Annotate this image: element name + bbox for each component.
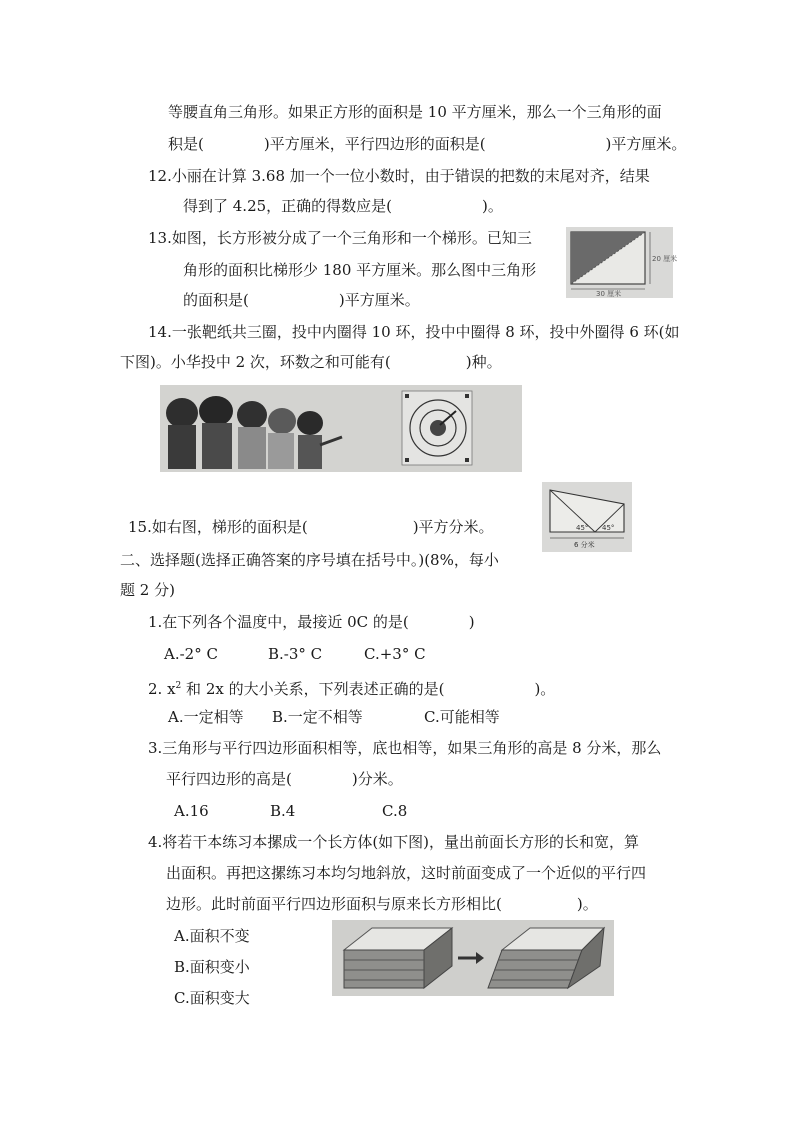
left-angle-label: 45° xyxy=(576,524,589,532)
choice1-stem: 1.在下列各个温度中，最接近 0C 的是( ) xyxy=(148,613,475,631)
choice4-option-c: C.面积变大 xyxy=(174,989,250,1007)
q14-line1: 14.一张靶纸共三圈，投中内圈得 10 环，投中中圈得 8 环，投中外圈得 6 环(如 xyxy=(148,323,680,341)
choice2-option-b: B.一定不相等 xyxy=(272,708,363,726)
choice3-line1: 3.三角形与平行四边形面积相等，底也相等，如果三角形的高是 8 分米，那么 xyxy=(148,739,662,757)
notebook-stack-diagram xyxy=(332,920,614,996)
height-label: 20 厘米 xyxy=(652,255,678,263)
q13-line3: 的面积是( )平方厘米。 xyxy=(183,291,420,309)
choice4-line3: 边形。此时前面平行四边形面积与原来长方形相比( )。 xyxy=(166,895,598,913)
q14-target-figure xyxy=(160,385,522,472)
choice2-option-a: A.一定相等 xyxy=(168,708,244,726)
q14-line2: 下图)。小华投中 2 次，环数之和可能有( )种。 xyxy=(120,353,502,371)
choice2-option-c: C.可能相等 xyxy=(424,708,500,726)
dart-target-image xyxy=(402,391,472,465)
q13-line1: 13.如图，长方形被分成了一个三角形和一个梯形。已知三 xyxy=(148,229,532,247)
choice4-option-b: B.面积变小 xyxy=(174,958,250,976)
choice4-line2: 出面积。再把这摞练习本均匀地斜放，这时前面变成了一个近似的平行四 xyxy=(166,864,647,882)
choice4-option-a: A.面积不变 xyxy=(174,927,250,945)
q11-line2: 积是( )平方厘米，平行四边形的面积是( )平方厘米。 xyxy=(168,135,687,153)
q13-line2: 角形的面积比梯形少 180 平方厘米。那么图中三角形 xyxy=(183,261,537,279)
choice3-option-a: A.16 xyxy=(174,802,209,820)
choice2-superscript: 2 xyxy=(175,681,182,691)
q13-rectangle-figure xyxy=(566,227,678,298)
q15-line1: 15.如右图，梯形的面积是( )平方分米。 xyxy=(128,518,494,536)
q11-line1: 等腰直角三角形。如果正方形的面积是 10 平方厘米，那么一个三角形的面 xyxy=(168,103,662,121)
choice4-notebook-stack-figure xyxy=(332,920,614,996)
section2-heading-line2: 题 2 分) xyxy=(120,581,175,599)
choice1-option-a: A.-2° C xyxy=(164,645,218,663)
rectangle-triangle-trapezoid-diagram xyxy=(566,227,678,298)
rectangular-stack-image xyxy=(344,928,452,988)
q15-trapezoid-figure xyxy=(542,482,632,552)
children-throwing-darts-image xyxy=(166,396,342,469)
choice2-stem-pre: 2. x xyxy=(148,680,176,698)
right-angle-label: 45° xyxy=(602,524,615,532)
choice3-line2: 平行四边形的高是( )分米。 xyxy=(166,770,403,788)
section2-heading-line1: 二、选择题(选择正确答案的序号填在括号中。)(8%，每小 xyxy=(120,551,499,569)
trapezoid-diagram xyxy=(542,482,632,552)
children-and-target-illustration xyxy=(160,385,522,472)
q12-line2: 得到了 4.25，正确的得数应是( )。 xyxy=(183,197,503,215)
choice3-option-c: C.8 xyxy=(382,802,408,820)
choice2-stem xyxy=(148,676,555,699)
q12-line1: 12.小丽在计算 3.68 加一个一位小数时，由于错误的把数的末尾对齐，结果 xyxy=(148,167,650,185)
choice1-option-b: B.-3° C xyxy=(268,645,323,663)
base-label: 6 分米 xyxy=(574,541,595,549)
choice4-line1: 4.将若干本练习本摞成一个长方体(如下图)，量出前面长方形的长和宽，算 xyxy=(148,833,640,851)
arrow-right-icon xyxy=(458,952,484,964)
width-label: 30 厘米 xyxy=(596,290,622,298)
choice2-stem-post: 和 2x 的大小关系，下列表述正确的是( )。 xyxy=(181,680,556,698)
slanted-stack-image xyxy=(488,928,604,988)
choice3-option-b: B.4 xyxy=(270,802,296,820)
choice1-option-c: C.+3° C xyxy=(364,645,426,663)
